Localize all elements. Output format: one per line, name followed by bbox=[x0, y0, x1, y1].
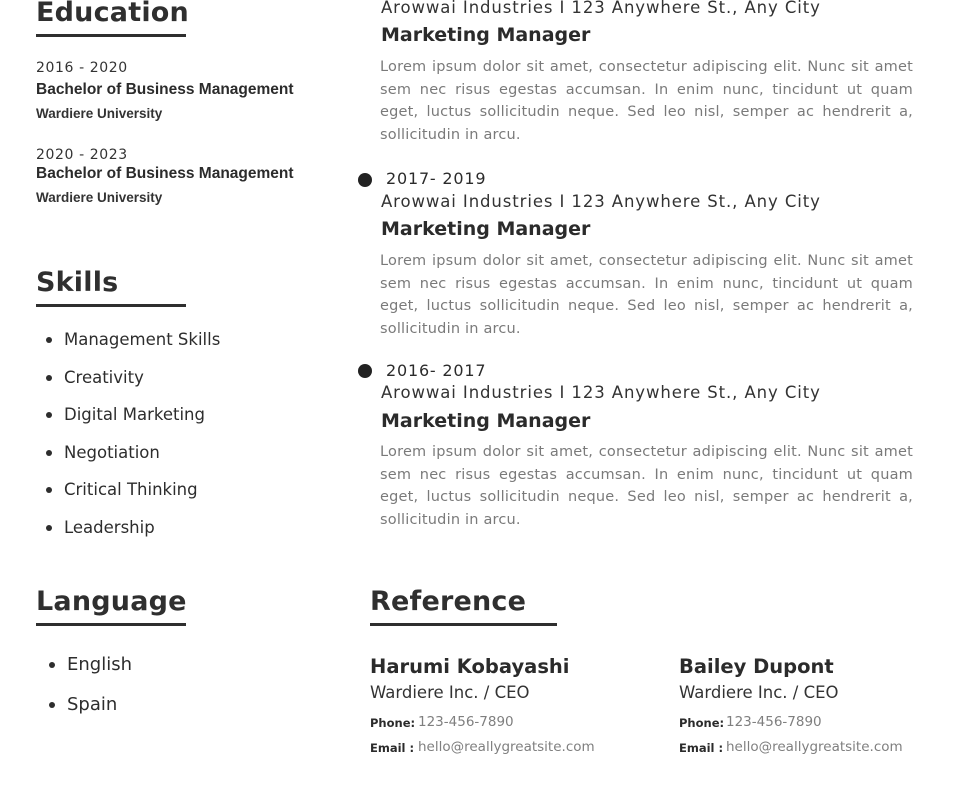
education-school: Wardiere University bbox=[36, 190, 163, 205]
email-value: hello@reallygreatsite.com bbox=[726, 739, 903, 755]
job-company: Arowwai Industries I 123 Anywhere St., Any City bbox=[381, 0, 821, 17]
reference-name: Bailey Dupont bbox=[679, 655, 834, 678]
job-years: 2016- 2017 bbox=[386, 361, 487, 380]
bullet-icon bbox=[46, 450, 52, 456]
education-underline bbox=[36, 34, 186, 37]
reference-role: Wardiere Inc. / CEO bbox=[679, 683, 839, 702]
job-description: Lorem ipsum dolor sit amet, consectetur adipiscing elit. Nunc sit amet sem nec risus egestas accumsan. In enim nunc, tincidunt ut quam eget, luctus sollicitudin neque. Sed leo nisl, semper ac hendrerit a, sollicitudin in arcu. bbox=[380, 59, 913, 143]
reference-heading: Reference bbox=[370, 586, 527, 617]
list-item: English bbox=[67, 654, 132, 675]
job-title: Marketing Manager bbox=[381, 24, 591, 46]
bullet-icon bbox=[46, 412, 52, 418]
bullet-icon bbox=[46, 487, 52, 493]
language-heading: Language bbox=[36, 586, 187, 617]
phone-value: 123-456-7890 bbox=[726, 714, 822, 730]
email-label: Email : bbox=[679, 741, 724, 755]
reference-role: Wardiere Inc. / CEO bbox=[370, 683, 530, 702]
phone-label: Phone: bbox=[370, 716, 416, 730]
job-company: Arowwai Industries I 123 Anywhere St., Any City bbox=[381, 192, 821, 211]
job-years: 2017- 2019 bbox=[386, 169, 487, 188]
bullet-icon bbox=[46, 337, 52, 343]
list-item: Digital Marketing bbox=[64, 405, 205, 424]
education-degree: Bachelor of Business Management bbox=[36, 165, 294, 182]
education-heading: Education bbox=[36, 0, 189, 28]
education-years: 2020 - 2023 bbox=[36, 147, 128, 163]
bullet-icon bbox=[46, 375, 52, 381]
reference-name: Harumi Kobayashi bbox=[370, 655, 570, 678]
education-degree: Bachelor of Business Management bbox=[36, 81, 294, 98]
job-description: Lorem ipsum dolor sit amet, consectetur adipiscing elit. Nunc sit amet sem nec risus egestas accumsan. In enim nunc, tincidunt ut quam eget, luctus sollicitudin neque. Sed leo nisl, semper ac hendrerit a, sollicitudin in arcu. bbox=[380, 253, 913, 337]
list-item: Negotiation bbox=[64, 443, 160, 462]
job-title: Marketing Manager bbox=[381, 218, 591, 240]
language-underline bbox=[36, 623, 186, 626]
timeline-dot-icon bbox=[358, 364, 372, 378]
bullet-icon bbox=[49, 662, 55, 668]
list-item: Leadership bbox=[64, 518, 155, 537]
list-item: Management Skills bbox=[64, 330, 220, 349]
list-item: Spain bbox=[67, 694, 117, 715]
education-years: 2016 - 2020 bbox=[36, 60, 128, 76]
email-value: hello@reallygreatsite.com bbox=[418, 739, 595, 755]
education-school: Wardiere University bbox=[36, 106, 163, 121]
bullet-icon bbox=[49, 702, 55, 708]
email-label: Email : bbox=[370, 741, 415, 755]
skills-underline bbox=[36, 304, 186, 307]
job-description: Lorem ipsum dolor sit amet, consectetur adipiscing elit. Nunc sit amet sem nec risus egestas accumsan. In enim nunc, tincidunt ut quam eget, luctus sollicitudin neque. Sed leo nisl, semper ac hendrerit a, sollicitudin in arcu. bbox=[380, 444, 913, 528]
list-item: Critical Thinking bbox=[64, 480, 198, 499]
bullet-icon bbox=[46, 525, 52, 531]
reference-underline bbox=[370, 623, 557, 626]
timeline-dot-icon bbox=[358, 173, 372, 187]
skills-heading: Skills bbox=[36, 267, 119, 298]
phone-value: 123-456-7890 bbox=[418, 714, 514, 730]
job-company: Arowwai Industries I 123 Anywhere St., Any City bbox=[381, 383, 821, 402]
job-title: Marketing Manager bbox=[381, 410, 591, 432]
list-item: Creativity bbox=[64, 368, 144, 387]
phone-label: Phone: bbox=[679, 716, 725, 730]
